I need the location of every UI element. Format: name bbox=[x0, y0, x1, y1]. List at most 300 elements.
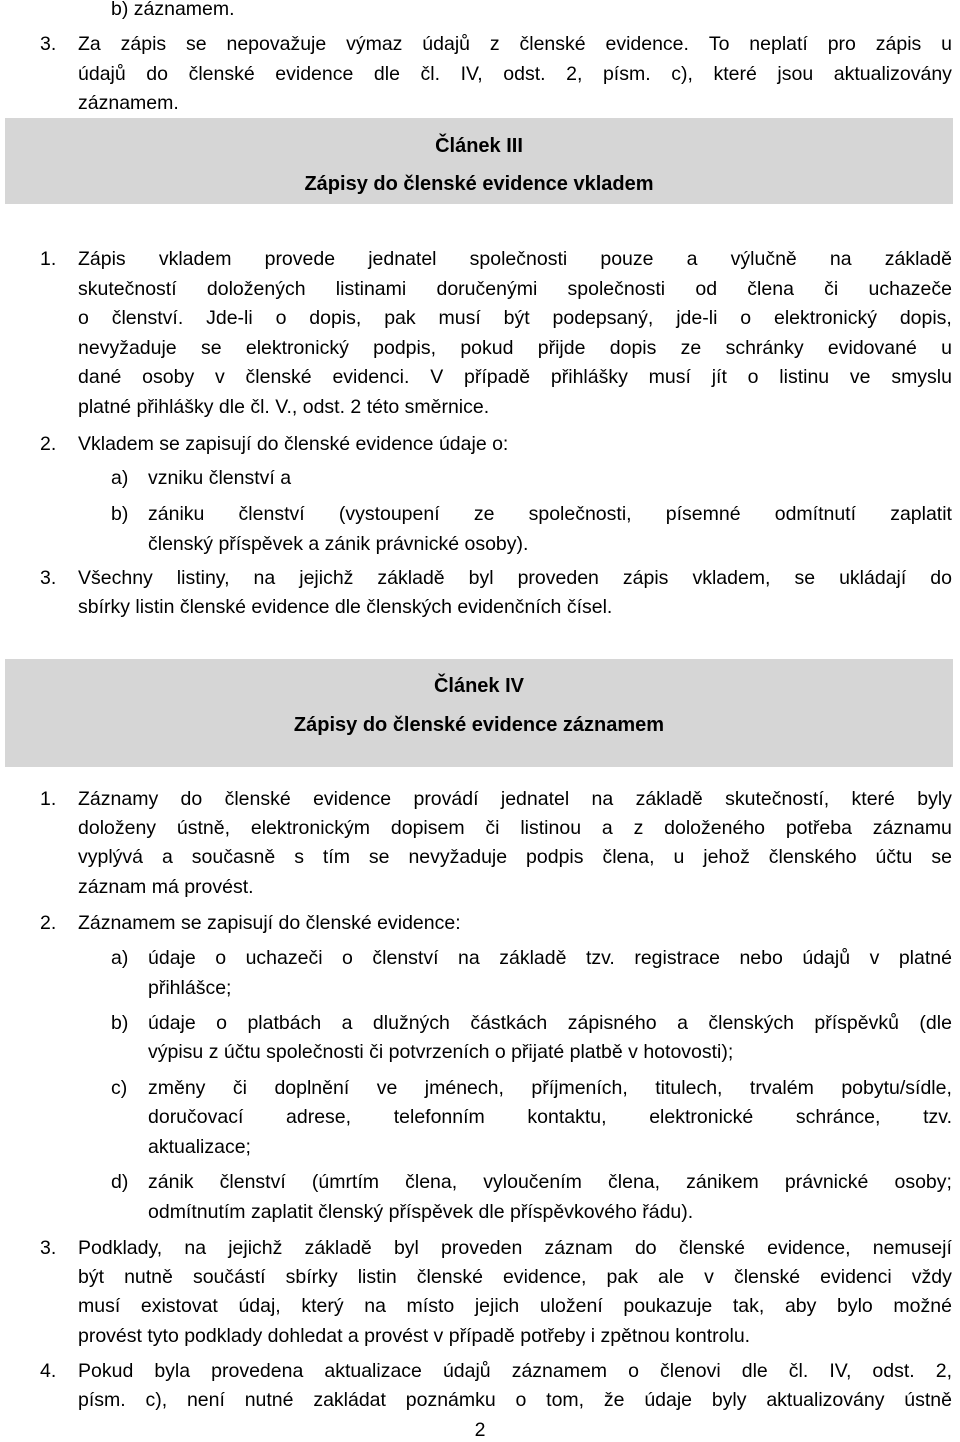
line-text bbox=[148, 503, 952, 526]
word: údaje bbox=[148, 947, 196, 969]
word: podepsaný, bbox=[552, 307, 654, 329]
word: ze bbox=[473, 503, 495, 525]
word: členství bbox=[372, 947, 439, 969]
line-text bbox=[78, 1266, 952, 1289]
paragraph-number: 1. bbox=[40, 248, 57, 270]
text-line bbox=[78, 788, 952, 811]
word: listin bbox=[357, 1266, 397, 1288]
article-heading: Článek IV bbox=[433, 675, 525, 697]
list-item: aktualizace; bbox=[148, 1136, 251, 1158]
word: na bbox=[458, 947, 480, 969]
word: a bbox=[161, 846, 173, 868]
word: telefonním bbox=[393, 1106, 485, 1128]
word: elektronickým bbox=[250, 817, 371, 839]
word: členovi bbox=[659, 1360, 721, 1382]
word: byly bbox=[917, 788, 952, 810]
word: aktualizace bbox=[324, 1360, 422, 1382]
word: členství bbox=[219, 1171, 286, 1193]
word: evidenci bbox=[820, 1266, 892, 1288]
word: Všechny bbox=[78, 567, 153, 589]
list-label: a) bbox=[111, 467, 129, 489]
word: členského bbox=[768, 846, 857, 868]
word: Zápis bbox=[78, 248, 126, 270]
word: vyloučením bbox=[483, 1171, 582, 1193]
word: do bbox=[930, 567, 952, 589]
word: či bbox=[824, 278, 839, 300]
word: pokud bbox=[460, 337, 514, 359]
list-item bbox=[148, 947, 952, 970]
word: členské bbox=[733, 1266, 801, 1288]
word: o bbox=[342, 947, 353, 969]
article-title: Zápisy do členské evidence vkladem bbox=[304, 173, 654, 195]
word: se bbox=[200, 337, 222, 359]
word: platbách bbox=[247, 1012, 322, 1034]
word: osoby bbox=[142, 366, 195, 388]
word: elektronické bbox=[649, 1106, 754, 1128]
word: nevyžaduje bbox=[78, 337, 177, 359]
word: členské bbox=[224, 788, 291, 810]
word: existovat bbox=[140, 1295, 218, 1317]
word: bylo bbox=[837, 1295, 873, 1317]
word: skutečností bbox=[78, 278, 177, 300]
list-label: b) bbox=[111, 503, 129, 525]
word: zápis bbox=[120, 33, 167, 55]
word: základě bbox=[304, 1237, 372, 1259]
word: vkladem, bbox=[692, 567, 771, 589]
word: čl. bbox=[788, 1360, 809, 1382]
word: smyslu bbox=[891, 366, 952, 388]
text-line bbox=[78, 366, 952, 389]
text-line: Záznamem se zapisují do členské evidence: bbox=[78, 912, 461, 934]
word: poznámku bbox=[405, 1389, 496, 1411]
word: evidenci. bbox=[332, 366, 410, 388]
word: evidence, bbox=[767, 1237, 851, 1259]
word: byla bbox=[154, 1360, 191, 1382]
word: společnosti bbox=[567, 278, 666, 300]
text-line: platné přihlášky dle čl. V., odst. 2 této směrnice. bbox=[78, 396, 490, 418]
word: zápis bbox=[875, 33, 922, 55]
word: základě bbox=[377, 567, 445, 589]
word: ústně, bbox=[176, 817, 231, 839]
word: jít bbox=[711, 366, 727, 388]
word: příjmeních, bbox=[531, 1077, 628, 1099]
word: údaje bbox=[148, 1012, 196, 1034]
line-text bbox=[78, 846, 952, 869]
text-line bbox=[78, 307, 952, 330]
text-line bbox=[78, 278, 952, 301]
word: ve bbox=[849, 366, 871, 388]
word: základě bbox=[499, 947, 567, 969]
text-line bbox=[78, 1237, 952, 1260]
line-text bbox=[78, 788, 952, 811]
text-line bbox=[78, 1295, 952, 1318]
word: tím bbox=[322, 846, 350, 868]
word: dle bbox=[373, 63, 400, 85]
word: odmítnutí bbox=[774, 503, 857, 525]
word: jehož bbox=[703, 846, 750, 868]
word: titulech, bbox=[655, 1077, 723, 1099]
word: provádí bbox=[413, 788, 479, 810]
article-title: Zápisy do členské evidence záznamem bbox=[293, 714, 665, 736]
word: a bbox=[677, 1012, 688, 1034]
word: členských bbox=[708, 1012, 794, 1034]
line-text bbox=[78, 278, 952, 301]
word: u bbox=[941, 337, 952, 359]
word: zániku bbox=[148, 503, 205, 525]
word: c), bbox=[145, 1389, 168, 1411]
word: a bbox=[686, 248, 698, 270]
word: osoby; bbox=[894, 1171, 952, 1193]
list-item bbox=[148, 1171, 952, 1194]
word: změny bbox=[148, 1077, 206, 1099]
word: dle bbox=[741, 1360, 768, 1382]
text-line bbox=[78, 567, 952, 590]
word: částkách bbox=[470, 1012, 548, 1034]
paragraph-number: 2. bbox=[40, 433, 57, 455]
word: sbírky bbox=[285, 1266, 338, 1288]
line-text bbox=[148, 1106, 952, 1129]
word: o bbox=[740, 307, 752, 329]
word: údajů bbox=[422, 33, 471, 55]
word: být bbox=[503, 307, 530, 329]
word: od bbox=[695, 278, 718, 300]
word: přijde bbox=[537, 337, 586, 359]
word: listiny, bbox=[176, 567, 230, 589]
text-line: provést tyto podklady dohledat a provést v případě potřeby i zpětnou kontrolu. bbox=[78, 1325, 751, 1347]
word: pak bbox=[606, 1266, 638, 1288]
word: základě bbox=[635, 788, 703, 810]
word: není bbox=[186, 1389, 225, 1411]
paragraph-number: 2. bbox=[40, 912, 57, 934]
word: podpis, bbox=[373, 337, 437, 359]
word: adrese, bbox=[286, 1106, 352, 1128]
word: jednatel bbox=[368, 248, 437, 270]
word: aby bbox=[784, 1295, 817, 1317]
text-line bbox=[78, 33, 952, 56]
word: které bbox=[713, 63, 757, 85]
word: členské bbox=[188, 63, 255, 85]
word: (vystoupení bbox=[338, 503, 440, 525]
text-line bbox=[78, 817, 952, 840]
line-text bbox=[78, 1389, 952, 1412]
text-line bbox=[78, 1360, 952, 1383]
list-label: a) bbox=[111, 947, 129, 969]
word: IV, bbox=[829, 1360, 852, 1382]
word: registrace bbox=[634, 947, 720, 969]
word: případě bbox=[463, 366, 531, 388]
word: dopis bbox=[609, 337, 657, 359]
word: jsou bbox=[777, 63, 814, 85]
word: proveden bbox=[517, 567, 599, 589]
word: místo bbox=[406, 1295, 455, 1317]
word: do bbox=[634, 1237, 657, 1259]
word: 2, bbox=[935, 1360, 952, 1382]
word: evidované bbox=[827, 337, 917, 359]
word: zápis bbox=[622, 567, 669, 589]
word: do bbox=[146, 63, 168, 85]
line-text bbox=[78, 337, 952, 360]
word: u bbox=[673, 846, 685, 868]
word: účtu bbox=[875, 846, 913, 868]
word: poukazuje bbox=[623, 1295, 713, 1317]
word: schránce, bbox=[795, 1106, 881, 1128]
word: a bbox=[601, 817, 613, 839]
word: písm. bbox=[78, 1389, 126, 1411]
line-text bbox=[78, 1295, 952, 1318]
word: nemusejí bbox=[872, 1237, 952, 1259]
list-item bbox=[148, 503, 952, 526]
word: zakládat bbox=[313, 1389, 386, 1411]
article-banner bbox=[5, 659, 953, 767]
line-text bbox=[78, 817, 952, 840]
word: musí bbox=[78, 1295, 121, 1317]
word: uložení bbox=[539, 1295, 603, 1317]
word: evidence. bbox=[605, 33, 689, 55]
word: vždy bbox=[911, 1266, 952, 1288]
word: členské bbox=[678, 1237, 745, 1259]
word: doloženy bbox=[78, 817, 157, 839]
word: neplatí bbox=[749, 33, 808, 55]
word: v bbox=[869, 947, 880, 969]
word: na bbox=[253, 567, 276, 589]
word: tzv. bbox=[585, 947, 615, 969]
word: u bbox=[941, 33, 952, 55]
word: základě bbox=[884, 248, 952, 270]
word: Za bbox=[78, 33, 101, 55]
word: Jde-li bbox=[206, 307, 253, 329]
word: jednatel bbox=[500, 788, 570, 810]
word: nepovažuje bbox=[226, 33, 327, 55]
word: pobytu/sídle, bbox=[841, 1077, 952, 1099]
word: členství. bbox=[111, 307, 184, 329]
word: dané bbox=[78, 366, 122, 388]
word: c), bbox=[671, 63, 693, 85]
word: musí bbox=[648, 366, 691, 388]
word: údajů bbox=[802, 947, 851, 969]
word: se bbox=[368, 846, 390, 868]
word: záznam bbox=[544, 1237, 613, 1259]
text-line: sbírky listin členské evidence dle členských evidenčních čísel. bbox=[78, 596, 613, 618]
word: doložených bbox=[206, 278, 306, 300]
word: ze bbox=[680, 337, 702, 359]
word: v bbox=[215, 366, 225, 388]
text-line bbox=[78, 1266, 952, 1289]
word: člena, bbox=[608, 1171, 661, 1193]
text-line bbox=[78, 248, 952, 271]
word: tzv. bbox=[923, 1106, 952, 1128]
list-item bbox=[148, 1077, 952, 1100]
word: doloženého bbox=[664, 817, 765, 839]
word: zaplatit bbox=[890, 503, 952, 525]
word: evidence bbox=[313, 788, 392, 810]
word: do bbox=[180, 788, 203, 810]
line-text bbox=[148, 947, 952, 970]
word: o bbox=[628, 1360, 639, 1382]
word: na bbox=[591, 788, 614, 810]
word: členství bbox=[238, 503, 305, 525]
word: se bbox=[794, 567, 816, 589]
word: se bbox=[186, 33, 207, 55]
word: 2, bbox=[566, 63, 583, 85]
word: uchazeče bbox=[868, 278, 952, 300]
list-item: výpisu z účtu společnosti či potvrzeních o přijaté platbě v hotovosti); bbox=[148, 1041, 734, 1063]
word: dlužných bbox=[372, 1012, 450, 1034]
word: na bbox=[184, 1237, 207, 1259]
text-line: záznam má provést. bbox=[78, 876, 254, 898]
word: tak, bbox=[732, 1295, 765, 1317]
word: na bbox=[364, 1295, 386, 1317]
list-item: přihlášce; bbox=[148, 977, 232, 999]
word: jménech, bbox=[424, 1077, 504, 1099]
word: podpis bbox=[526, 846, 584, 868]
text-line bbox=[78, 337, 952, 360]
word: provedena bbox=[211, 1360, 304, 1382]
word: které bbox=[851, 788, 895, 810]
text-line: záznamem. bbox=[78, 92, 179, 114]
paragraph-number: 3. bbox=[40, 33, 57, 55]
word: o bbox=[216, 1012, 228, 1034]
word: doplnění bbox=[274, 1077, 350, 1099]
paragraph-number: 3. bbox=[40, 567, 57, 589]
word: vkladem bbox=[158, 248, 232, 270]
word: vyplývá bbox=[78, 846, 144, 868]
line-text bbox=[78, 567, 952, 590]
word: listinami bbox=[335, 278, 407, 300]
line-text bbox=[148, 1012, 952, 1035]
line-text bbox=[78, 366, 952, 389]
word: z bbox=[489, 33, 500, 55]
list-label: b) bbox=[111, 1012, 129, 1034]
word: jejich bbox=[474, 1295, 520, 1317]
word: přihlášky bbox=[550, 366, 628, 388]
word: Záznamy bbox=[78, 788, 159, 810]
word: dopis, bbox=[309, 307, 362, 329]
word: evidence bbox=[275, 63, 354, 85]
word: elektronický bbox=[245, 337, 349, 359]
list-item: odmítnutím zaplatit členský příspěvek dle příspěvkového řádu). bbox=[148, 1201, 694, 1223]
text-line bbox=[78, 846, 952, 869]
word: byl bbox=[393, 1237, 419, 1259]
word: nutně bbox=[124, 1266, 173, 1288]
word: součástí bbox=[192, 1266, 266, 1288]
line-text bbox=[78, 248, 952, 271]
word: člena, bbox=[602, 846, 655, 868]
word: doručenými bbox=[436, 278, 538, 300]
word: záznamu bbox=[872, 817, 952, 839]
list-item bbox=[148, 1012, 952, 1035]
word: jejichž bbox=[228, 1237, 283, 1259]
word: ukládají bbox=[839, 567, 907, 589]
word: písm. bbox=[602, 63, 651, 85]
word: proveden bbox=[441, 1237, 523, 1259]
word: byl bbox=[468, 567, 494, 589]
word: člena bbox=[747, 278, 794, 300]
page-number: 2 bbox=[474, 1419, 486, 1441]
word: se bbox=[931, 846, 952, 868]
article-banner bbox=[5, 118, 953, 204]
word: doručovací bbox=[148, 1106, 244, 1128]
word: platné bbox=[898, 947, 952, 969]
word: V bbox=[430, 366, 444, 388]
paragraph-number: 1. bbox=[40, 788, 57, 810]
text-line: Vkladem se zapisují do členské evidence údaje o: bbox=[78, 433, 509, 455]
word: pro bbox=[827, 33, 856, 55]
word: nebo bbox=[739, 947, 783, 969]
word: údajů bbox=[442, 1360, 491, 1382]
word: na bbox=[829, 248, 852, 270]
word: v bbox=[704, 1266, 714, 1288]
word: členské bbox=[245, 366, 312, 388]
word: zánikem bbox=[686, 1171, 759, 1193]
word: záznamem bbox=[511, 1360, 608, 1382]
word: o bbox=[515, 1389, 527, 1411]
word: o bbox=[275, 307, 287, 329]
word: výmaz bbox=[346, 33, 403, 55]
word: pouze bbox=[600, 248, 654, 270]
word: potřeba bbox=[785, 817, 852, 839]
word: a bbox=[341, 1012, 353, 1034]
word: jde-li bbox=[676, 307, 718, 329]
word: schránky bbox=[725, 337, 804, 359]
word: skutečností, bbox=[725, 788, 830, 810]
word: elektronický bbox=[773, 307, 877, 329]
line-text bbox=[148, 1077, 952, 1100]
word: nutné bbox=[244, 1389, 294, 1411]
word: aktualizovány bbox=[766, 1389, 885, 1411]
word: být bbox=[78, 1266, 105, 1288]
word: zápisného bbox=[567, 1012, 657, 1034]
word: odst. bbox=[872, 1360, 915, 1382]
word: s bbox=[294, 846, 304, 868]
word: pak bbox=[384, 307, 416, 329]
word: Pokud bbox=[78, 1360, 134, 1382]
word: aktualizovány bbox=[833, 63, 952, 85]
line-text bbox=[78, 33, 952, 56]
paragraph-number: 4. bbox=[40, 1360, 57, 1382]
word: či bbox=[232, 1077, 247, 1099]
word: evidence, bbox=[502, 1266, 587, 1288]
word: údajů bbox=[78, 63, 126, 85]
list-item: členský příspěvek a zánik právnické osoby). bbox=[148, 533, 529, 555]
word: tom, bbox=[546, 1389, 585, 1411]
list-label: c) bbox=[111, 1077, 128, 1099]
list-item bbox=[148, 1106, 952, 1129]
word: možné bbox=[893, 1295, 952, 1317]
word: z bbox=[633, 817, 644, 839]
word: kontaktu, bbox=[527, 1106, 607, 1128]
word: členské bbox=[519, 33, 586, 55]
word: musí bbox=[438, 307, 481, 329]
word: že bbox=[603, 1389, 625, 1411]
word: provede bbox=[264, 248, 336, 270]
word: o bbox=[215, 947, 227, 969]
text-line bbox=[78, 63, 952, 86]
line-text bbox=[148, 1171, 952, 1194]
word: listinu bbox=[779, 366, 830, 388]
word: trvalém bbox=[749, 1077, 814, 1099]
word: o bbox=[78, 307, 89, 329]
word: právnické bbox=[784, 1171, 869, 1193]
word: ale bbox=[658, 1266, 685, 1288]
article-heading: Článek III bbox=[435, 135, 523, 157]
word: údaje bbox=[644, 1389, 693, 1411]
word: výlučně bbox=[730, 248, 797, 270]
word: písemné bbox=[665, 503, 741, 525]
word: nevyžaduje bbox=[408, 846, 508, 868]
word: členské bbox=[416, 1266, 483, 1288]
word: ve bbox=[376, 1077, 398, 1099]
word: byly bbox=[711, 1389, 747, 1411]
